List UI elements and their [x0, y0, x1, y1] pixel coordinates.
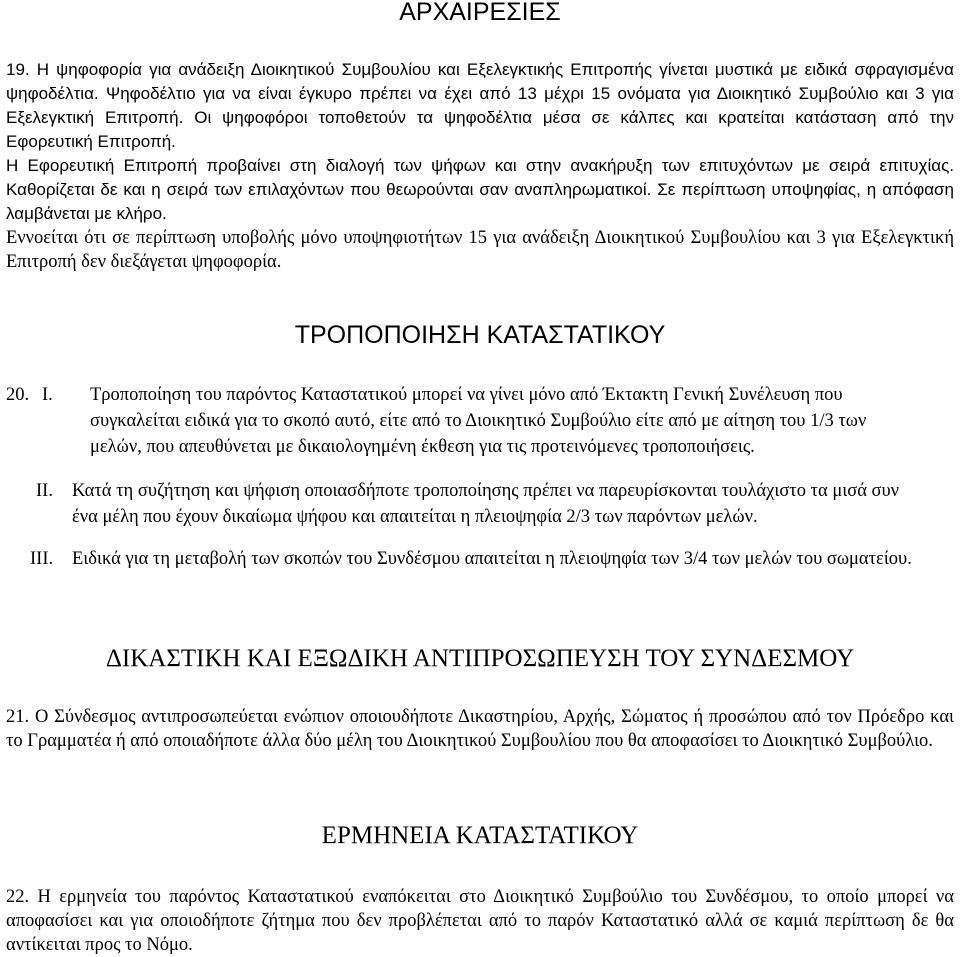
section-heading-interpretation: ΕΡΜΗΝΕΙΑ ΚΑΤΑΣΤΑΤΙΚΟΥ — [321, 822, 639, 849]
item-text: Κατά τη συζήτηση και ψήφιση οποιασδήποτε τροποποίησης πρέπει να παρευρίσκονται τουλάχιστο τα μισά συν ένα μέλη που έχουν δικαίωμα ψήφου και απαιτείται η πλειοψηφία 2/3 των παρόντων μελών. — [72, 481, 900, 527]
paragraph-21: 21. Ο Σύνδεσμος αντιπροσωπεύεται ενώπιον οποιουδήποτε Δικαστηρίου, Αρχής, Σώματος ή προσώπου από τον Πρόεδρο και το Γραμματέα ή από οποιαδήποτε άλλα δύο μέλη του Διοικητικού Συμβουλίου που θα αποφασίσει το Διοικητικό Συμβούλιο. — [6, 707, 954, 751]
section-heading-elections: ΑΡΧΑΙΡΕΣΙΕΣ — [399, 0, 561, 26]
roman-numeral: I. — [42, 385, 53, 405]
article-20-item-i — [6, 382, 954, 462]
section-heading-amendment: ΤΡΟΠΟΠΟΙΗΣΗ ΚΑΤΑΣΤΑΤΙΚΟΥ — [294, 321, 666, 349]
paragraph-22: 22. Η ερμηνεία του παρόντος Καταστατικού εναπόκειται στο Διοικητικό Συμβούλιο του Συνδέσμου, το οποίο μπορεί να αποφασίσει και για οποιοδήποτε ζήτημα που δεν προβλέπεται από το παρόν Καταστατικό αλλά σε καμιά περίπτωση δε θα αντίκειται προς το Νόμο. — [6, 887, 954, 955]
article-number: 20. — [6, 385, 30, 405]
paragraph-19-counting: Η Εφορευτική Επιτροπή προβαίνει στη διαλογή των ψήφων και στην ανακήρυξη των επιτυχόντων με σειρά επιτυχίας. Καθορίζεται δε και η σειρά των επιλαχόντων που θεωρούνται σαν αναπληρωματικοί. Σε περίπτωση υποψηφίας, η απόφαση λαμβάνεται με κλήρο. — [6, 156, 954, 223]
article-20-item-ii — [6, 478, 954, 532]
paragraph-19-no-vote: Εννοείται ότι σε περίπτωση υποβολής μόνο υποψηφιοτήτων 15 για ανάδειξη Διοικητικού Συμβουλίου και 3 για Εξελεγκτική Επιτροπή δεν διεξάγεται ψηφοφορία. — [6, 228, 954, 272]
article-20-item-iii — [6, 546, 954, 600]
paragraph-19: 19. Η ψηφοφορία για ανάδειξη Διοικητικού Συμβουλίου και Εξελεγκτικής Επιτροπής γίνεται μυστικά με ειδικά σφραγισμένα ψηφοδέλτια. Ψηφοδέλτιο για να είναι έγκυρο πρέπει να έχει από 13 μέχρι 15 ονόματα για Διοικητικό Συμβούλιο και 3 για Εξελεγκτική Επιτροπή. Οι ψηφοφόροι τοποθετούν τα ψηφοδέλτια μέσα σε κάλπες και κρατείται κατάσταση από την Εφορευτική Επιτροπή. — [6, 60, 954, 151]
roman-numeral: III. — [30, 549, 54, 569]
item-text: Τροποποίηση του παρόντος Καταστατικού μπορεί να γίνει μόνο από Έκτακτη Γενική Συνέλευση που συγκαλείται ειδικά για το σκοπό αυτό, είτε από το Διοικητικό Συμβούλιο είτε από με αίτηση του 1/3 των μελών, που απευθύνεται με δικαιολογημένη έκθεση για τις προτεινόμενες τροποποιήσεις. — [90, 385, 867, 457]
roman-numeral: II. — [36, 481, 53, 501]
section-heading-representation: ΔΙΚΑΣΤΙΚΗ ΚΑΙ ΕΞΩΔΙΚΗ ΑΝΤΙΠΡΟΣΩΠΕΥΣΗ ΤΟΥ ΣΥΝΔΕΣΜΟΥ — [105, 645, 855, 672]
item-text: Ειδικά για τη μεταβολή των σκοπών του Συνδέσμου απαιτείται η πλειοψηφία των 3/4 των μελών του σωματείου. — [72, 549, 912, 569]
